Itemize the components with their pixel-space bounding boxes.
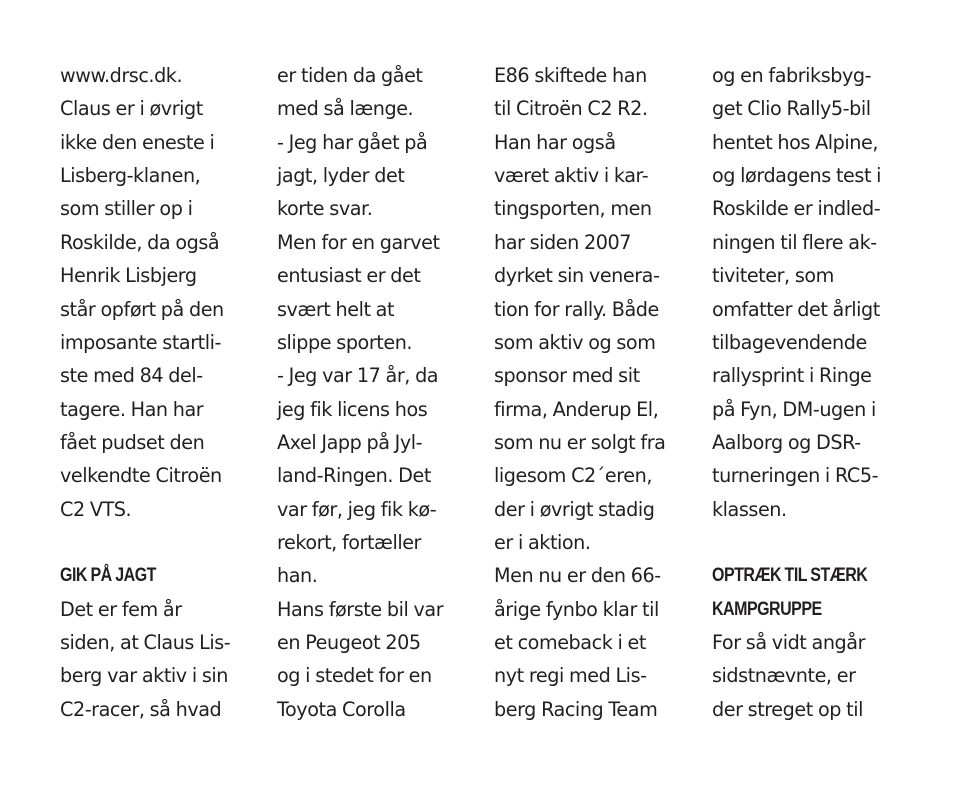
text-line: berg var aktiv i sin bbox=[60, 664, 229, 688]
text-line: ningen til flere ak- bbox=[712, 230, 877, 254]
text-line: berg Racing Team bbox=[494, 697, 658, 721]
paragraph-gap bbox=[60, 526, 272, 559]
text-line: Men for en garvet bbox=[277, 230, 440, 254]
text-line: tilbagevendende bbox=[712, 330, 867, 354]
text-line: turneringen i RC5- bbox=[712, 464, 879, 488]
text-line: Roskilde, da også bbox=[60, 230, 220, 254]
text-line: tion for rally. Både bbox=[494, 297, 659, 321]
text-line: Hans første bil var bbox=[277, 597, 444, 621]
text-line: Toyota Corolla bbox=[277, 697, 406, 721]
text-line: For så vidt angår bbox=[712, 631, 866, 655]
text-line: jagt, lyder det bbox=[277, 164, 405, 188]
text-line: hentet hos Alpine, bbox=[712, 130, 879, 154]
text-line: slippe sporten. bbox=[277, 330, 413, 354]
text-line: er i aktion. bbox=[494, 531, 591, 555]
text-line: Lisberg-klanen, bbox=[60, 164, 201, 188]
text-line: rallysprint i Ringe bbox=[712, 364, 872, 388]
text-line: en Peugeot 205 bbox=[277, 631, 421, 655]
text-line: E86 skiftede han bbox=[494, 64, 647, 87]
text-line: siden, at Claus Lis- bbox=[60, 631, 231, 655]
text-line: velkendte Citroën bbox=[60, 464, 222, 488]
text-line: står opført på den bbox=[60, 297, 224, 321]
text-line: sponsor med sit bbox=[494, 364, 640, 388]
text-line: der i øvrigt stadig bbox=[494, 497, 655, 521]
section-heading: KAMPGRUPPE bbox=[712, 597, 822, 620]
text-line: Claus er i øvrigt bbox=[60, 97, 203, 121]
text-line: var før, jeg fik kø- bbox=[277, 497, 437, 521]
text-line: get Clio Rally5-bil bbox=[712, 97, 871, 121]
text-line: et comeback i et bbox=[494, 631, 646, 655]
text-line: han. bbox=[277, 564, 318, 588]
text-line: rekort, fortæller bbox=[277, 531, 422, 555]
text-line: og lørdagens test i bbox=[712, 164, 882, 188]
text-line: tagere. Han har bbox=[60, 397, 204, 421]
article-column-2 bbox=[277, 59, 489, 726]
text-line: nyt regi med Lis- bbox=[494, 664, 647, 688]
text-line: har siden 2007 bbox=[494, 230, 632, 254]
text-line: www.drsc.dk. bbox=[60, 64, 183, 87]
text-line: som aktiv og som bbox=[494, 330, 656, 354]
section-heading: OPTRÆK TIL STÆRK bbox=[712, 564, 868, 587]
text-line: omfatter det årligt bbox=[712, 297, 880, 321]
text-line: og i stedet for en bbox=[277, 664, 432, 688]
text-line: entusiast er det bbox=[277, 264, 421, 288]
text-line: jeg fik licens hos bbox=[277, 397, 428, 421]
article-column-1 bbox=[60, 59, 272, 726]
text-line: sidstnævnte, er bbox=[712, 664, 856, 688]
text-line: korte svar. bbox=[277, 197, 373, 221]
text-line: C2 VTS. bbox=[60, 497, 132, 521]
text-line: dyrket sin venera- bbox=[494, 264, 660, 288]
text-line: Axel Japp på Jyl- bbox=[277, 430, 423, 454]
article-column-3 bbox=[494, 59, 706, 726]
text-line: ikke den eneste i bbox=[60, 130, 215, 154]
text-line: og en fabriksbyg- bbox=[712, 64, 872, 87]
text-line: tingsporten, men bbox=[494, 197, 652, 221]
text-line: ligesom C2´eren, bbox=[494, 464, 653, 488]
text-line: Henrik Lisbjerg bbox=[60, 264, 197, 288]
text-line: - Jeg var 17 år, da bbox=[277, 364, 439, 388]
text-line: firma, Anderup El, bbox=[494, 397, 659, 421]
text-line: ste med 84 del- bbox=[60, 364, 203, 388]
text-line: fået pudset den bbox=[60, 430, 205, 454]
text-line: til Citroën C2 R2. bbox=[494, 97, 648, 121]
text-line: Det er fem år bbox=[60, 597, 182, 621]
text-line: som nu er solgt fra bbox=[494, 430, 666, 454]
text-line: årige fynbo klar til bbox=[494, 597, 659, 621]
text-line: på Fyn, DM-ugen i bbox=[712, 397, 876, 421]
text-line: C2-racer, så hvad bbox=[60, 697, 222, 721]
text-line: Aalborg og DSR- bbox=[712, 430, 861, 454]
text-line: klassen. bbox=[712, 497, 787, 521]
article-column-4 bbox=[712, 59, 924, 726]
text-line: der streget op til bbox=[712, 697, 863, 721]
text-line: land-Ringen. Det bbox=[277, 464, 431, 488]
text-line: været aktiv i kar- bbox=[494, 164, 649, 188]
text-line: imposante startli- bbox=[60, 330, 221, 354]
text-line: svært helt at bbox=[277, 297, 395, 321]
text-line: som stiller op i bbox=[60, 197, 193, 221]
paragraph-gap bbox=[712, 526, 924, 559]
text-line: er tiden da gået bbox=[277, 64, 423, 87]
text-line: med så længe. bbox=[277, 97, 414, 121]
text-line: Roskilde er indled- bbox=[712, 197, 881, 221]
text-line: Men nu er den 66- bbox=[494, 564, 661, 588]
section-heading: GIK PÅ JAGT bbox=[60, 564, 156, 587]
text-line: tiviteter, som bbox=[712, 264, 834, 288]
text-line: Han har også bbox=[494, 130, 616, 154]
text-line: - Jeg har gået på bbox=[277, 130, 428, 154]
